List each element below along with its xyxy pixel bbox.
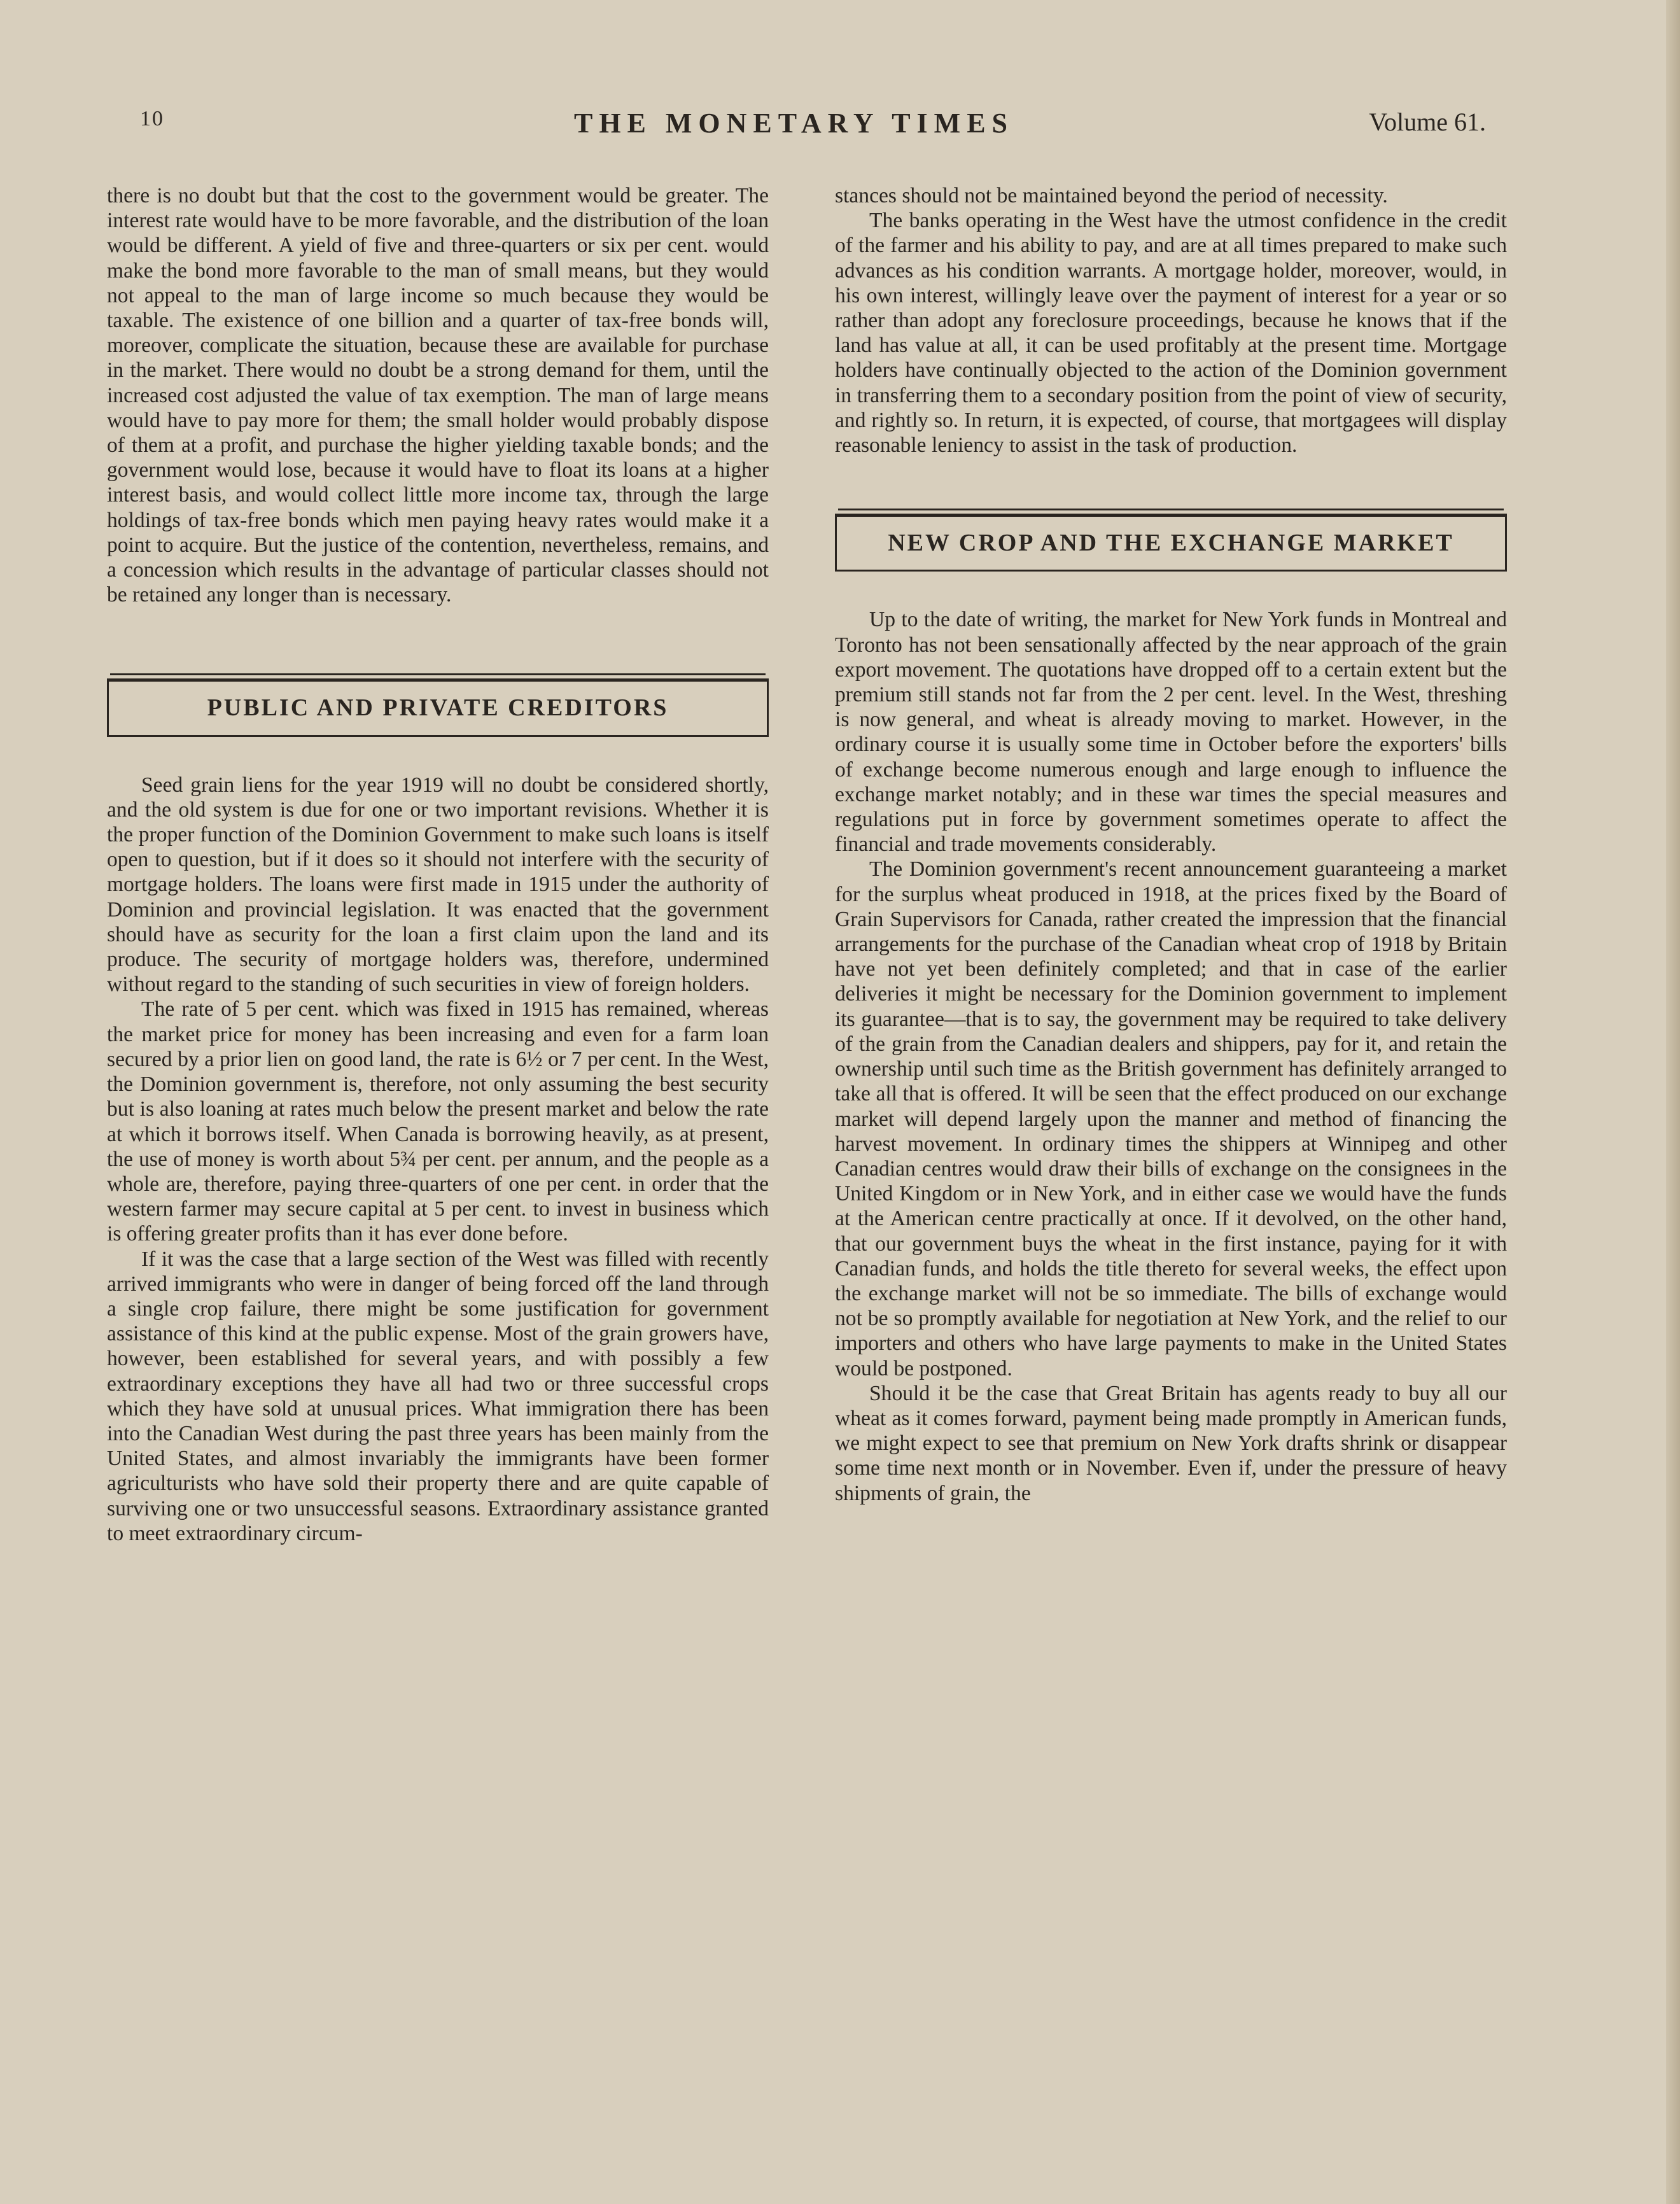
article-headline: PUBLIC AND PRIVATE CREDITORS xyxy=(107,678,769,736)
paragraph: Should it be the case that Great Britain has agents ready to buy all our wheat as it comes forward, payment being made promptly in American funds, we might expect to see that premium on New York drafts shrink or disappear some time next month or in November. Even if, under the pressure of heavy shipments of grain, the xyxy=(835,1381,1507,1505)
paragraph: The rate of 5 per cent. which was fixed in 1915 has remained, whereas the market price for money has been increasing and even for a farm loan secured by a prior lien on good land, the rate is 6½ or 7 per cent. In the West, the Dominion government is, therefore, not only assuming the best security but is also loaning at rates much below the present market and below the rate at which it borrows itself. When Canada is borrowing heavily, as at present, the use of money is worth about 5¾ per cent. per annum, and the people as a whole are, therefore, paying three-quarters of one per cent. in order that the western farmer may secure capital at 5 per cent. to invest in business which is offering greater profits than it has ever done before. xyxy=(107,997,769,1246)
paragraph: Seed grain liens for the year 1919 will no doubt be considered shortly, and the old system is due for one or two important revisions. Whether it is the proper function of the Dominion Government to make such loans is itself open to question, but if it does so it should not interfere with the security of mortgage holders. The loans were first made in 1915 under the authority of Dominion and provincial legislation. It was enacted that the government should have as security for the loan a first claim upon the land and its produce. The security of mortgage holders was, therefore, undermined without regard to the standing of such securities in view of foreign holders. xyxy=(107,773,769,997)
paragraph: The banks operating in the West have the utmost confidence in the credit of the farmer and his ability to pay, and are at all times prepared to make such advances as his condition warrants. A mortgage holder, moreover, would, in his own interest, willingly leave over the payment of interest for a year or so rather than adopt any foreclosure proceedings, because he knows that if the land has value at all, it can be used profitably at the present time. Mortgage holders have continually objected to the action of the Dominion government in transferring them to a secondary position from the point of view of security, and rightly so. In return, it is expected, of course, that mortgagees will display reasonable leniency to assist in the task of production. xyxy=(835,209,1507,458)
paragraph: If it was the case that a large section of the West was filled with recently arrived immigrants who were in danger of being forced off the land through a single crop failure, there might be some justification for government assistance of this kind at the public expense. Most of the grain growers have, however, been established for several years, and with possibly a few extraordinary exceptions they have all had two or three successful crops which they have sold at unusual prices. What immigration there has been into the Canadian West during the past three years has been mainly from the United States, and almost invariably the immigrants have been former agriculturists who have sold their property there and are quite capable of surviving one or two unsuccessful seasons. Extraordinary assistance granted to meet extraordinary circum- xyxy=(107,1247,769,1545)
paragraph: Up to the date of writing, the market for New York funds in Montreal and Toronto has not been sensationally affected by the near approach of the grain export movement. The quotations have dropped off to a certain extent but the premium still stands not far from the 2 per cent. level. In the West, threshing is now general, and wheat is already moving to market. However, in the ordinary course it is usually some time in October before the exporters' bills of exchange become numerous enough and large enough to influence the exchange market notably; and in these war times the special measures and regulations put in force by government sometimes operate to affect the financial and trade movements considerably. xyxy=(835,608,1507,857)
publication-title: THE MONETARY TIMES xyxy=(573,108,1014,139)
continued-paragraph: stances should not be maintained beyond the period of necessity. xyxy=(835,184,1388,207)
page-edge xyxy=(1666,0,1680,2204)
paragraph: The Dominion government's recent announcement guaranteeing a market for the surplus wheat produced in 1918, at the prices fixed by the Board of Grain Supervisors for Canada, rather created the impression that the financial arrangements for the purchase of the Canadian wheat crop of 1918 by Britain have not yet been definitely completed; and that in case of the earlier deliveries it might be necessary for the Dominion government to implement its guarantee—that is to say, the government may be required to take delivery of the grain from the Canadian dealers and shippers, pay for it, and retain the ownership until such time as the British government has definitely arranged to take all that is offered. It will be seen that the effect produced on our exchange market will depend largely upon the manner and method of financing the harvest movement. In ordinary times the shippers at Winnipeg and other Canadian centres would draw their bills of exchange on the consignees in the United Kingdom or in New York, and in either case we would have the funds at the American centre practically at once. If it devolved, on the other hand, that our government buys the wheat in the first instance, paying for it with Canadian funds, and holds the title thereto for several weeks, the effect upon the exchange market will not be so immediate. The bills of exchange would not be so promptly available for negotiation at New York, and the relief to our importers and others who have large payments to make in the United States would be postponed. xyxy=(835,857,1507,1380)
volume-label: Volume 61. xyxy=(1369,108,1486,136)
running-header xyxy=(102,107,1486,145)
right-column xyxy=(835,183,1507,1506)
left-column xyxy=(107,183,769,1546)
article-headline: NEW CROP AND THE EXCHANGE MARKET xyxy=(835,514,1507,572)
continued-paragraph: there is no doubt but that the cost to the government would be greater. The interest rate would have to be more favorable, and the distribution of the loan would be different. A yield of five and three-quarters or six per cent. would make the bond more favorable to the man of small means, but they would not appeal to the man of large income so much because they would be taxable. The existence of one billion and a quarter of tax-free bonds will, moreover, complicate the situation, because these are available for purchase in the market. There would no doubt be a strong demand for them, until the increased cost adjusted the value of tax exemption. The man of large means would have to pay more for them; the small holder would probably dispose of them at a profit, and purchase the higher yielding taxable bonds; and the government would lose, because it would have to float its loans at a higher interest basis, and would collect little more income tax, through the large holdings of tax-free bonds which men paying heavy rates would make it a point to acquire. But the justice of the contention, nevertheless, remains, and a concession which results in the advantage of particular classes should not be retained any longer than is necessary. xyxy=(107,184,769,607)
page-number: 10 xyxy=(140,107,164,130)
